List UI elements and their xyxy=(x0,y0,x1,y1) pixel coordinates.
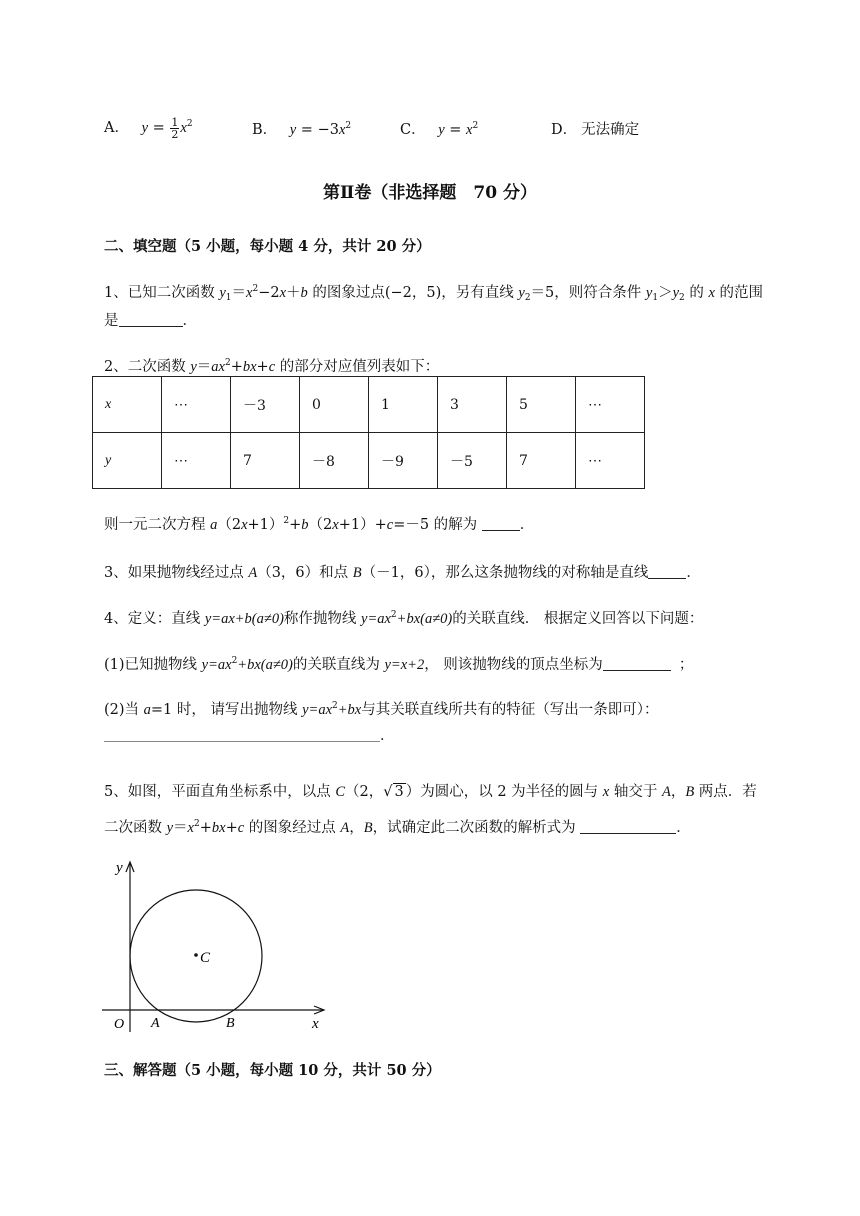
q4-p1-end: ； xyxy=(678,657,694,673)
q4-p2-para-post: +bx xyxy=(337,702,362,718)
q1-gt: ＞ xyxy=(658,285,673,301)
q4-p1-text1: (1)已知抛物线 xyxy=(104,657,202,673)
question-4-part2 xyxy=(104,698,658,719)
table-cell: 3 xyxy=(438,377,507,433)
q1-sub1: 1 xyxy=(225,293,232,303)
q5-comma: ， xyxy=(670,784,686,800)
q1-sub2: 2 xyxy=(524,293,531,303)
table-cell: y xyxy=(93,433,162,489)
question-2-line2 xyxy=(104,513,534,534)
point-c-label: C xyxy=(200,950,211,966)
q2-a2: a xyxy=(210,517,218,533)
question-4-part1 xyxy=(104,653,693,674)
q5-plus2: + xyxy=(225,820,238,836)
q2-x4: x xyxy=(332,517,339,533)
q5-x: x xyxy=(602,784,610,800)
q2-x: x xyxy=(218,359,225,375)
q2-exp: 2 xyxy=(224,358,231,368)
q3-point-b: B xyxy=(352,565,362,581)
q2-end: ． xyxy=(519,517,535,533)
choice-c-label: C． xyxy=(400,122,426,138)
q5-l2-text3: ，试确定此二次函数的解析式为 xyxy=(372,820,581,836)
table-cell: ⋯ xyxy=(162,433,231,489)
y-axis-label: y xyxy=(116,860,123,876)
q2-c: c xyxy=(268,359,276,375)
x-axis-label: x xyxy=(312,1016,319,1032)
q1-text2: 的图象过点(−2，5)，另有直线 xyxy=(307,285,519,301)
q5-point-b2: B xyxy=(363,820,373,836)
q3-point-a: A xyxy=(248,565,258,581)
choice-c xyxy=(400,118,478,139)
q5-point-b: B xyxy=(685,784,695,800)
q5-text5: 两点．若 xyxy=(694,784,757,800)
q1-y4: y xyxy=(672,285,680,301)
q5-point-a: A xyxy=(661,784,671,800)
q5-l2-text1: 二次函数 xyxy=(104,820,167,836)
choice-d-label: D． xyxy=(551,122,578,138)
q2-b: b xyxy=(242,359,251,375)
choice-c-y: y xyxy=(438,122,445,138)
q4-p2-answer-blank[interactable] xyxy=(104,728,380,742)
section3-title: 三、解答题（5 小题，每小题 10 分，共计 50 分） xyxy=(104,1062,441,1079)
point-a-label: A xyxy=(151,1016,160,1031)
q4-para-post: +bx(a≠0) xyxy=(396,611,453,627)
q5-text4: 轴交于 xyxy=(609,784,662,800)
origin-label: O xyxy=(114,1017,125,1032)
q1-sub3: 1 xyxy=(652,293,659,303)
q4-exp: 2 xyxy=(390,610,397,620)
q4-p1-text3: ， 则该抛物线的顶点坐标为 xyxy=(424,657,603,673)
q2-exp2: 2 xyxy=(283,516,290,526)
q2-answer-blank[interactable] xyxy=(482,517,520,531)
section2-title: 二、填空题（5 小题，每小题 4 分，共计 20 分） xyxy=(104,238,431,255)
choice-a-exp: 2 xyxy=(186,119,193,129)
q2-after5: （2 xyxy=(308,517,333,533)
table-cell: －5 xyxy=(438,433,507,489)
table-cell: 7 xyxy=(231,433,300,489)
q4-p2-exp: 2 xyxy=(332,701,338,711)
q4-p2-a: a xyxy=(143,702,151,718)
q3-answer-blank[interactable] xyxy=(648,565,686,579)
circle-figure xyxy=(98,856,338,1036)
q5-sqrt: √ 3 xyxy=(383,784,404,800)
q5-l2-text2: 的图象经过点 xyxy=(244,820,341,836)
q2-after6: +1）+ xyxy=(338,517,387,533)
choice-d xyxy=(551,118,639,139)
q2-after7: =－5 的解为 xyxy=(393,517,482,533)
q5-y: y xyxy=(166,820,174,836)
point-b-label: B xyxy=(226,1016,235,1031)
q2-y: y xyxy=(190,359,197,375)
q2-after1: 则一元二次方程 xyxy=(104,517,211,533)
q5-x3: x xyxy=(219,820,226,836)
q5-answer-blank[interactable] xyxy=(580,820,676,834)
question-1-line1 xyxy=(104,281,763,303)
table-cell: ⋯ xyxy=(162,377,231,433)
table-cell: 5 xyxy=(507,377,576,433)
question-2-line1 xyxy=(104,355,439,376)
choice-b-eq: = −3 xyxy=(296,122,339,138)
q4-p1-para-pre: y=ax xyxy=(201,657,232,673)
q4-p1-answer-blank[interactable] xyxy=(603,657,671,671)
table-cell: －3 xyxy=(231,377,300,433)
choice-a-eq: = xyxy=(148,120,170,136)
table-cell: －8 xyxy=(300,433,369,489)
choice-a-label: A． xyxy=(104,120,129,136)
table-cell: 7 xyxy=(507,433,576,489)
q2-c2: c xyxy=(386,517,394,533)
choice-d-text: 无法确定 xyxy=(581,122,640,138)
q4-p2-para-pre: y=ax xyxy=(302,702,333,718)
choice-b xyxy=(252,118,351,139)
q5-comma2: ， xyxy=(349,820,364,836)
q1-x: x xyxy=(246,285,253,301)
q4-text1: 4、定义：直线 xyxy=(104,611,205,627)
choice-b-label: B． xyxy=(252,122,278,138)
part-title: 第Ⅱ卷（非选择题 70 分） xyxy=(323,183,537,203)
q4-p2-end: ． xyxy=(380,728,395,744)
q2-a: a xyxy=(211,359,219,375)
question-4-part2-line2 xyxy=(104,724,395,745)
choice-a-x: x xyxy=(180,120,187,136)
q3-end: ． xyxy=(686,565,701,581)
q2-eq: ＝ xyxy=(196,359,212,375)
q1-y2: y xyxy=(518,285,525,301)
q3-text3: （－1，6），那么这条抛物线的对称轴是直线 xyxy=(361,565,649,581)
q1-y: y xyxy=(219,285,226,301)
q1-minus2: −2 xyxy=(258,285,280,301)
q5-text2: （2， xyxy=(345,784,384,800)
center-point-c xyxy=(194,953,198,957)
q1-text3: ＝5，则符合条件 xyxy=(530,285,646,301)
q4-p1-para-post: +bx(a≠0) xyxy=(237,657,293,673)
q5-b: b xyxy=(211,820,220,836)
q5-point-a2: A xyxy=(340,820,350,836)
q5-end: ． xyxy=(676,820,691,836)
q2-after2: （2 xyxy=(217,517,242,533)
q2-plus1: + xyxy=(230,359,243,375)
choice-b-exp: 2 xyxy=(345,121,352,131)
q2-text: 2、二次函数 xyxy=(104,359,191,375)
choice-a-den: 2 xyxy=(171,127,179,141)
q2-b2: b xyxy=(301,517,309,533)
q1-text5: 的范围 xyxy=(714,285,764,301)
q5-eq: ＝ xyxy=(173,820,188,836)
question-3 xyxy=(104,561,701,582)
q1-plus: ＋ xyxy=(286,285,301,301)
q4-p1-rel-line: y=x+2 xyxy=(384,657,425,673)
q4-p2-text1: (2)当 xyxy=(104,702,144,718)
q5-text3: ）为圆心，以 2 为半径的圆与 xyxy=(405,784,603,800)
choice-c-eq: = xyxy=(444,122,467,138)
choice-a-fraction xyxy=(170,117,179,140)
q4-para-pre: y=ax xyxy=(361,611,391,627)
table-cell: 0 xyxy=(300,377,369,433)
choice-c-x: x xyxy=(466,122,473,138)
q4-text3: 的关联直线． 根据定义回答以下问题： xyxy=(452,611,704,627)
q2-after3: +1） xyxy=(247,517,284,533)
q3-text2: （3，6）和点 xyxy=(257,565,353,581)
q1-text4: 的 xyxy=(684,285,709,301)
q5-point-c: C xyxy=(335,784,346,800)
q1-line2-text: 是 xyxy=(104,313,119,329)
question-5-line2 xyxy=(104,816,691,837)
q5-c: c xyxy=(237,820,245,836)
value-table xyxy=(92,376,645,489)
question-4-line1 xyxy=(104,607,703,628)
table-row xyxy=(93,377,645,433)
table-row xyxy=(93,433,645,489)
table-cell: ⋯ xyxy=(576,433,645,489)
q1-answer-blank[interactable] xyxy=(119,313,183,327)
q1-x2: x xyxy=(279,285,286,301)
choice-c-exp: 2 xyxy=(472,121,479,131)
table-cell: 1 xyxy=(369,377,438,433)
q2-text2: 的部分对应值列表如下： xyxy=(275,359,440,375)
q1-x3: x xyxy=(708,285,715,301)
q4-p2-text3: 与其关联直线所共有的特征（写出一条即可）： xyxy=(361,702,659,718)
q1-b: b xyxy=(300,285,308,301)
table-cell: x xyxy=(93,377,162,433)
q1-sub4: 2 xyxy=(679,293,685,303)
q1-end: ． xyxy=(182,313,197,329)
q5-plus1: + xyxy=(199,820,212,836)
choice-a-num: 1 xyxy=(171,115,179,129)
q4-line-expr: y=ax+b(a≠0) xyxy=(204,611,284,627)
q4-p1-text2: 的关联直线为 xyxy=(292,657,385,673)
q1-exp: 2 xyxy=(252,284,259,294)
table-cell: ⋯ xyxy=(576,377,645,433)
choice-b-y: y xyxy=(289,122,297,138)
q4-text2: 称作抛物线 xyxy=(283,611,362,627)
q2-after4: + xyxy=(289,517,302,533)
q3-text1: 3、如果抛物线经过点 xyxy=(104,565,249,581)
q2-plus2: + xyxy=(256,359,269,375)
choice-a xyxy=(104,116,193,140)
q2-x3: x xyxy=(241,517,248,533)
q1-y3: y xyxy=(645,285,653,301)
q2-x2: x xyxy=(250,359,257,375)
q4-p1-exp: 2 xyxy=(231,656,238,666)
table-cell: －9 xyxy=(369,433,438,489)
q4-p2-text2: =1 时， 请写出抛物线 xyxy=(150,702,303,718)
q5-exp: 2 xyxy=(193,819,200,829)
q5-text1: 5、如图，平面直角坐标系中，以点 xyxy=(104,784,336,800)
q5-x2: x xyxy=(187,820,194,836)
question-5-line1 xyxy=(104,780,757,801)
q1-text: 1、已知二次函数 xyxy=(104,285,220,301)
choice-a-y: y xyxy=(141,120,149,136)
q1-eq: ＝ xyxy=(231,285,247,301)
q5-radicand: 3 xyxy=(394,784,404,800)
question-1-line2 xyxy=(104,309,197,330)
choice-b-x: x xyxy=(338,122,346,138)
